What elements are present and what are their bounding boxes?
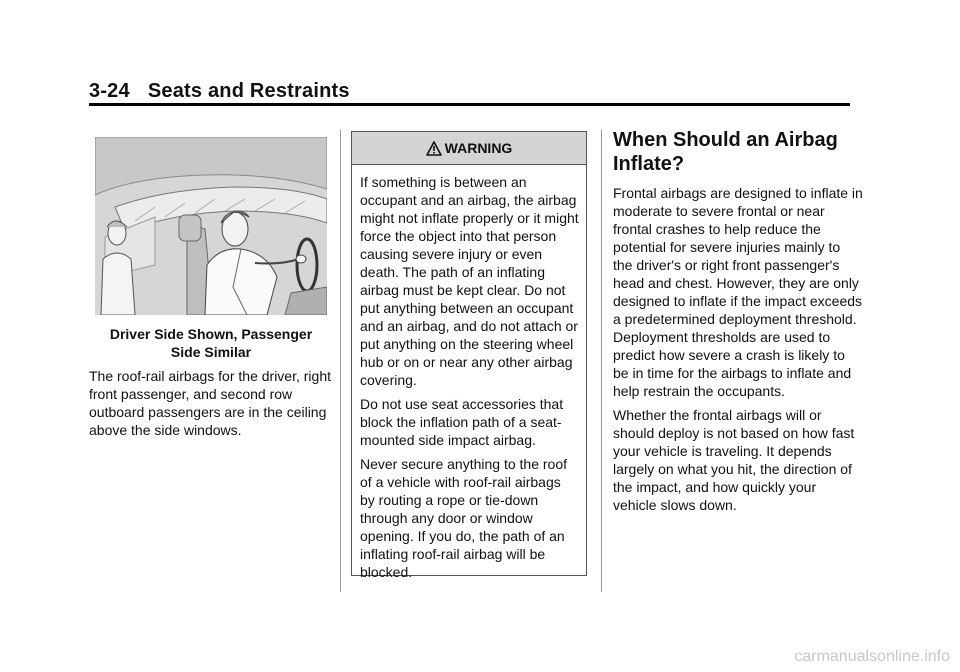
warning-label: WARNING <box>444 140 513 156</box>
roof-rail-airbag-illustration <box>95 137 327 315</box>
warning-box <box>351 131 587 580</box>
column-divider-left <box>340 130 341 592</box>
header-rule <box>89 103 850 106</box>
figure-caption: Driver Side Shown, Passenger Side Similar <box>109 326 313 360</box>
warning-paragraph: If something is between an occupant and an airbag, the airbag might not inflate properly or it might force the object into that person causing severe injury or even death. The path of an inflating airbag must be kept clear. Do not put anything between an occupant and an airbag, and do not attach or put anything on the steering wheel hub or on or near any other airbag covering. <box>360 174 579 388</box>
airbag-inflation-section <box>613 128 863 520</box>
roof-rail-airbag-paragraph: The roof-rail airbags for the driver, right front passenger, and second row outboard passengers are in the ceiling above the side windows. <box>89 368 331 438</box>
car-interior-drawing <box>95 137 327 315</box>
warning-body <box>352 165 586 581</box>
site-watermark: carmanualsonline.info <box>794 648 950 665</box>
section-paragraph: Whether the frontal airbags will or should deploy is not based on how fast your vehicle is traveling. It depends largely on what you hit, the direction of the impact, and how quickly your vehicle slows down. <box>613 407 855 513</box>
warning-triangle-icon <box>426 141 442 156</box>
warning-paragraph: Do not use seat accessories that block the inflation path of a seat-mounted side impact airbag. <box>360 396 564 448</box>
warning-paragraph: Never secure anything to the roof of a vehicle with roof-rail airbags by routing a rope or tie-down through any door or window opening. If you do, the path of an inflating roof-rail airbag will be blocked. <box>360 456 568 580</box>
section-heading: When Should an Airbag Inflate? <box>613 129 838 175</box>
warning-header <box>352 132 586 165</box>
page-number: 3-24 <box>89 80 130 102</box>
page-header <box>89 80 350 103</box>
column-divider-right <box>601 130 602 592</box>
section-title: Seats and Restraints <box>147 80 350 102</box>
section-paragraph: Frontal airbags are designed to inflate in moderate to severe frontal or near frontal crashes to help reduce the potential for severe injuries mainly to the driver's or right front passenger's head and chest. However, they are only designed to inflate if the impact exceeds a predetermined deployment threshold. Deployment thresholds are used to predict how severe a crash is likely to be in time for the airbags to inflate and help restrain the occupants. <box>613 185 863 399</box>
